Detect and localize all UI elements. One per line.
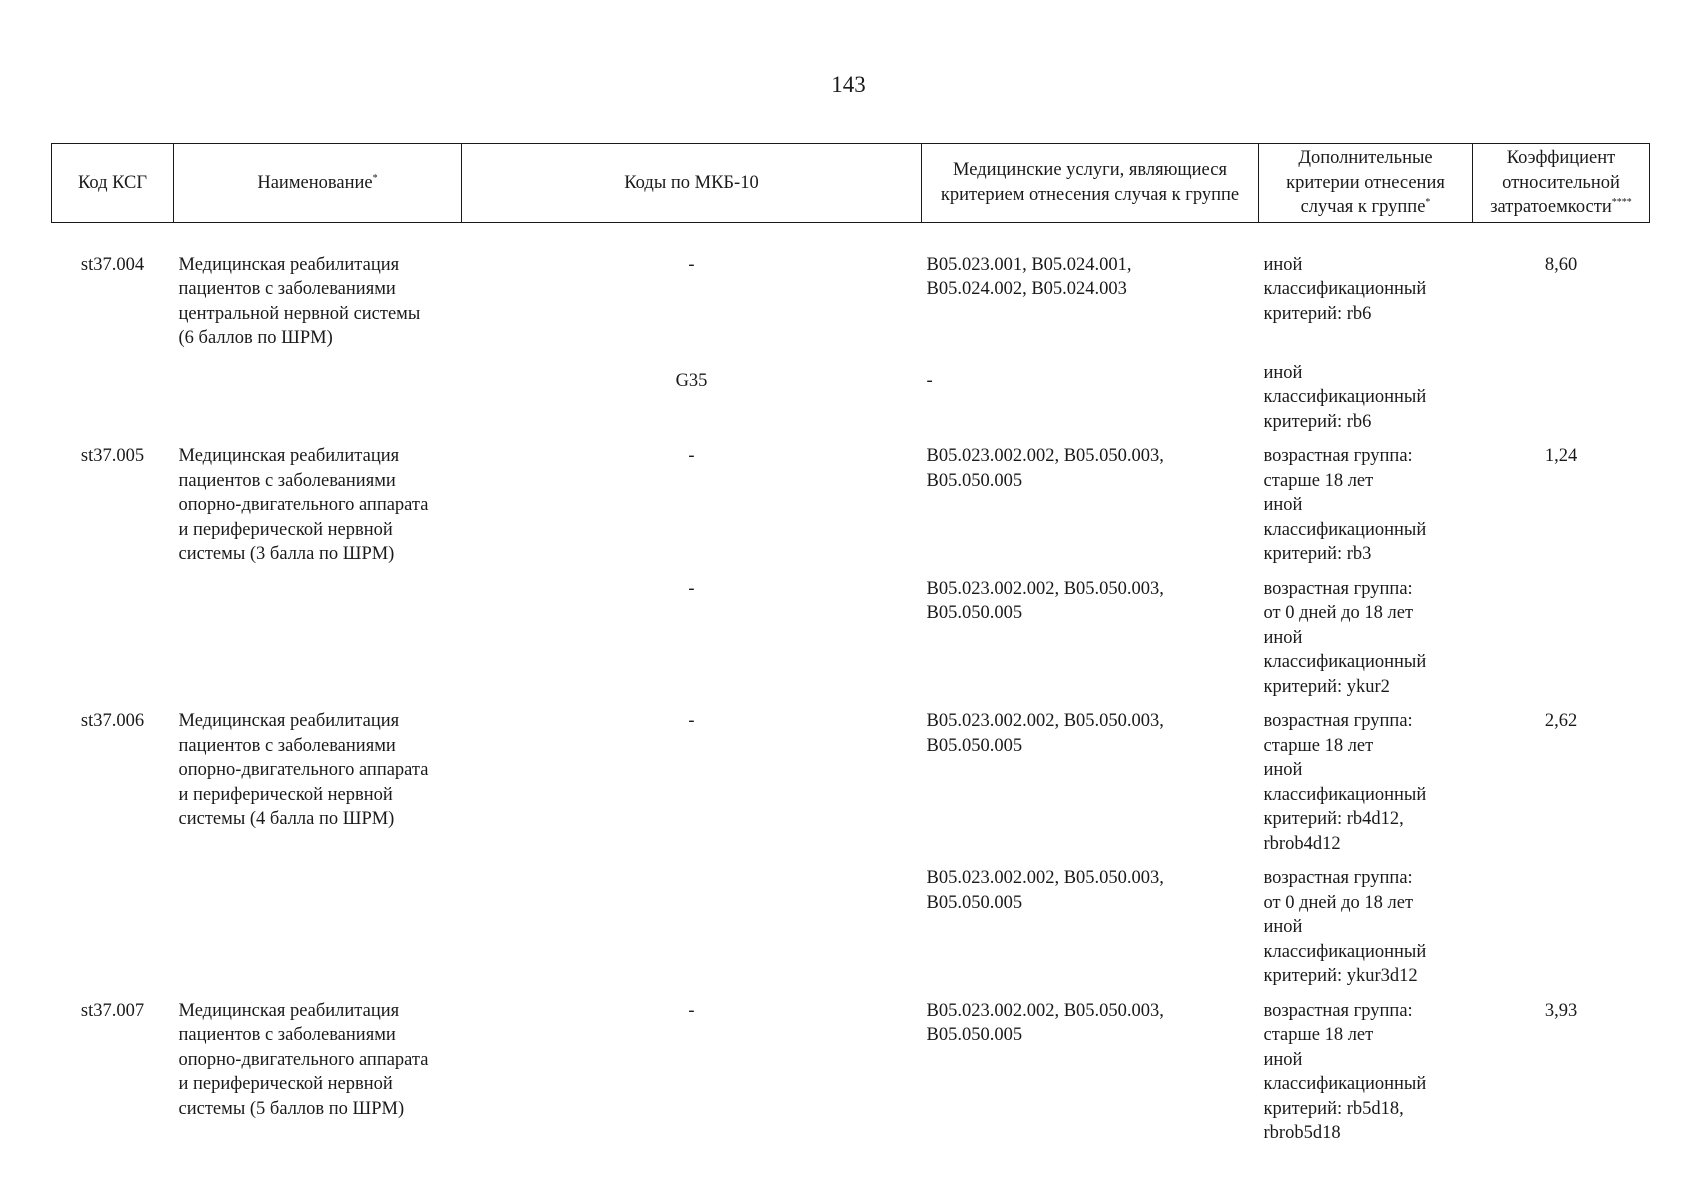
cell-line: классификационный (1263, 784, 1427, 805)
cell-line: классификационный (1263, 279, 1427, 299)
cell-line: возрастная группа: (1263, 711, 1413, 731)
cell-line: rbrob5d18 (1263, 1123, 1341, 1143)
cell-line: B05.050.005 (926, 470, 1023, 491)
cell-line: пациентов с заболеваниями (178, 279, 396, 299)
cell-services (922, 866, 1259, 999)
cell-line: B05.023.002.002, B05.050.003, (926, 711, 1164, 731)
cell-line: центральной нервной системы (178, 303, 421, 324)
cell-line: старше 18 лет (1263, 1025, 1374, 1045)
cell-line: пациентов с заболеваниями (178, 1025, 396, 1045)
cell-line: и периферической нервной (178, 519, 393, 540)
table-body (52, 222, 1650, 1156)
cell-line: критерий: rb5d18, (1263, 1098, 1404, 1119)
cell-code: st37.006 (80, 711, 145, 731)
cell-line: от 0 дней до 18 лет (1263, 603, 1414, 623)
cell-line: иной (1263, 627, 1303, 648)
cell-criteria (1259, 361, 1473, 445)
cell-line: критерий: rb3 (1263, 544, 1372, 564)
cell-services (922, 577, 1259, 710)
cell-services (922, 444, 1259, 577)
cell-services (922, 709, 1259, 866)
header-services: Медицинские услуги, являющиеся критерием отнесения случая к группе (922, 144, 1259, 223)
cell-line: возрастная группа: (1263, 868, 1413, 888)
cell-mkb: - (688, 711, 695, 731)
cell-line: пациентов с заболеваниями (178, 470, 396, 491)
cell-coef (1473, 577, 1650, 710)
cell-line: B05.050.005 (926, 1025, 1023, 1045)
cell-criteria (1259, 866, 1473, 999)
cell-line: B05.024.002, B05.024.003 (926, 279, 1127, 299)
cell-line: опорно-двигательного аппарата (178, 495, 429, 515)
cell-line: опорно-двигательного аппарата (178, 760, 429, 780)
footnote-mark: * (1425, 196, 1431, 208)
cell-line: B05.023.002.002, B05.050.003, (926, 446, 1164, 466)
header-code: Код КСГ (52, 144, 174, 223)
cell-line: и периферической нервной (178, 1074, 393, 1094)
table-row (52, 866, 1650, 999)
cell-criteria (1259, 444, 1473, 577)
cell-line: системы (3 балла по ШРМ) (178, 544, 395, 564)
cell-coef: 8,60 (1544, 254, 1578, 275)
cell-mkb (462, 866, 922, 999)
cell-line: классификационный (1263, 519, 1427, 540)
cell-code (52, 866, 174, 999)
cell-line: иной (1263, 760, 1303, 780)
ksg-table (51, 143, 1650, 1156)
cell-criteria (1259, 222, 1473, 361)
cell-line: иной (1263, 254, 1303, 275)
cell-line: критерий: ykur2 (1263, 676, 1390, 697)
cell-line: (6 баллов по ШРМ) (178, 328, 333, 348)
cell-line: критерий: rb6 (1263, 303, 1372, 324)
cell-criteria (1259, 709, 1473, 866)
cell-line: опорно-двигательного аппарата (178, 1049, 429, 1070)
cell-services (922, 222, 1259, 361)
cell-name (174, 444, 462, 577)
cell-coef: 1,24 (1544, 446, 1578, 466)
cell-line: - (926, 370, 933, 391)
cell-criteria (1259, 577, 1473, 710)
cell-line: Медицинская реабилитация (178, 1000, 400, 1021)
cell-name (174, 577, 462, 710)
cell-code: st37.007 (80, 1000, 145, 1021)
cell-line: Медицинская реабилитация (178, 711, 400, 731)
cell-line: B05.023.001, B05.024.001, (926, 254, 1132, 275)
cell-code: st37.005 (80, 446, 145, 466)
cell-line: от 0 дней до 18 лет (1263, 892, 1414, 913)
cell-line: B05.023.002.002, B05.050.003, (926, 1000, 1164, 1021)
cell-services (922, 999, 1259, 1156)
cell-services (922, 361, 1259, 445)
cell-criteria (1259, 999, 1473, 1156)
table-row (52, 444, 1650, 577)
table-row (52, 361, 1650, 445)
cell-line: системы (4 балла по ШРМ) (178, 809, 395, 829)
cell-line: B05.023.002.002, B05.050.003, (926, 868, 1164, 888)
cell-line: rbrob4d12 (1263, 833, 1341, 854)
cell-line: иной (1263, 1049, 1303, 1070)
header-coef: Коэффициент относительной затратоемкости**** (1473, 144, 1650, 223)
cell-line: иной (1263, 917, 1303, 937)
cell-line: B05.050.005 (926, 603, 1023, 623)
cell-line: возрастная группа: (1263, 578, 1413, 599)
cell-line: иной (1263, 495, 1303, 515)
table-row (52, 999, 1650, 1156)
cell-line: критерий: ykur3d12 (1263, 966, 1418, 986)
cell-line: пациентов с заболеваниями (178, 735, 396, 756)
cell-name (174, 222, 462, 361)
cell-line: классификационный (1263, 652, 1427, 672)
cell-line: старше 18 лет (1263, 735, 1374, 756)
cell-line: классификационный (1263, 387, 1427, 407)
cell-coef (1473, 866, 1650, 999)
table-row (52, 222, 1650, 361)
page-number: 143 (831, 72, 866, 97)
cell-code: st37.004 (80, 254, 145, 275)
cell-line: B05.023.002.002, B05.050.003, (926, 578, 1164, 599)
cell-mkb: - (688, 254, 695, 275)
cell-name (174, 709, 462, 866)
cell-line: и периферической нервной (178, 784, 393, 805)
table-row (52, 577, 1650, 710)
cell-coef (1473, 361, 1650, 445)
cell-line: старше 18 лет (1263, 470, 1374, 491)
table-header (52, 144, 1650, 223)
cell-mkb: - (688, 578, 695, 599)
header-name: Наименование* (174, 144, 462, 223)
cell-line: иной (1263, 362, 1303, 383)
cell-line: критерий: rb6 (1263, 411, 1372, 432)
cell-code (52, 361, 174, 445)
header-mkb: Коды по МКБ-10 (462, 144, 922, 223)
cell-name (174, 999, 462, 1156)
cell-line: возрастная группа: (1263, 1000, 1413, 1021)
footnote-mark: * (372, 172, 378, 184)
cell-coef: 2,62 (1544, 711, 1578, 731)
cell-name (174, 361, 462, 445)
cell-line: Медицинская реабилитация (178, 254, 400, 275)
cell-mkb: G35 (675, 370, 708, 391)
cell-line: классификационный (1263, 1074, 1427, 1094)
header-criteria: Дополнительные критерии отнесения случая к группе* (1259, 144, 1473, 223)
footnote-mark: **** (1611, 196, 1632, 208)
cell-line: B05.050.005 (926, 892, 1023, 913)
cell-line: возрастная группа: (1263, 446, 1413, 466)
cell-coef: 3,93 (1544, 1000, 1578, 1021)
cell-line: B05.050.005 (926, 735, 1023, 756)
cell-line: классификационный (1263, 941, 1427, 962)
cell-mkb: - (688, 1000, 695, 1021)
cell-line: критерий: rb4d12, (1263, 809, 1404, 829)
table-row (52, 709, 1650, 866)
cell-mkb: - (688, 446, 695, 466)
cell-code (52, 577, 174, 710)
cell-line: Медицинская реабилитация (178, 446, 400, 466)
cell-name (174, 866, 462, 999)
cell-line: системы (5 баллов по ШРМ) (178, 1098, 405, 1119)
